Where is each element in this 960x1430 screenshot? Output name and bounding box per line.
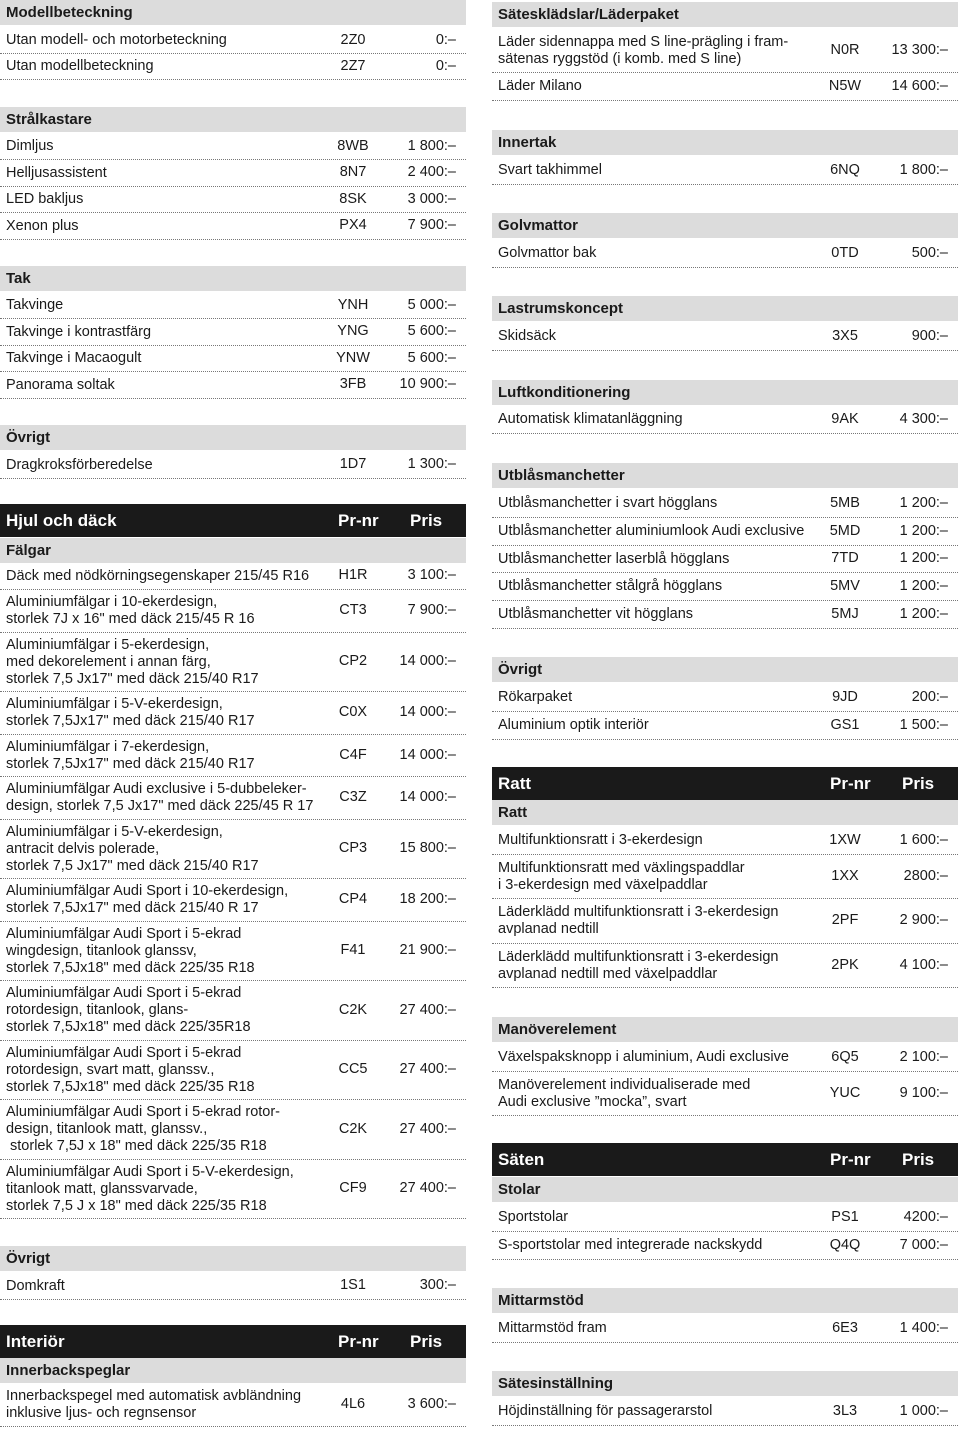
option-code: C3Z	[339, 789, 367, 805]
option-price: 4 300:–	[899, 411, 948, 427]
option-price: 27 400:–	[399, 1002, 456, 1018]
option-row	[0, 590, 466, 633]
section-header: Ratt	[492, 800, 958, 825]
option-row	[0, 293, 466, 319]
option-row	[0, 213, 466, 240]
option-row	[0, 981, 466, 1041]
option-code: 1S1	[340, 1277, 366, 1293]
option-price: 14 000:–	[399, 653, 456, 669]
option-description: Aluminiumfälgar Audi Sport i 5-ekrad rotordesign, svart matt, glanssv., storlek 7,5Jx18" med däck 225/35 R18	[6, 1045, 255, 1095]
option-price: 18 200:–	[399, 891, 456, 907]
option-code: 3FB	[339, 376, 367, 392]
option-description: Läderklädd multifunktionsratt i 3-ekerdesign avplanad nedtill	[498, 904, 779, 937]
option-description: Utblåsmanchetter i svart högglans	[498, 495, 718, 511]
category-band	[492, 1143, 958, 1176]
option-price: 1 200:–	[899, 523, 948, 539]
option-price: 14 000:–	[399, 747, 456, 763]
option-description: Innerbackspegel med automatisk avbländning inklusive ljus- och regnsensor	[6, 1388, 302, 1421]
option-price: 2 900:–	[899, 912, 948, 928]
option-description: Aluminiumfälgar i 5-ekerdesign, med dekorelement i annan färg, storlek 7,5 Jx17" med däck 215/40 R17	[6, 637, 259, 687]
option-row	[0, 735, 466, 777]
column-header-code: Pr-nr	[338, 1332, 379, 1351]
option-code: 3L3	[832, 1403, 858, 1419]
option-row	[0, 134, 466, 160]
option-row	[0, 563, 466, 590]
option-price: 1 500:–	[899, 717, 948, 733]
option-description: Utblåsmanchetter stålgrå högglans	[498, 578, 723, 594]
option-description: Panorama soltak	[6, 377, 115, 393]
option-description: Dragkroksförberedelse	[6, 457, 153, 473]
option-row	[492, 1204, 958, 1232]
option-description: Växelspaksknopp i aluminium, Audi exclusive	[498, 1049, 789, 1065]
option-price: 4 100:–	[899, 957, 948, 973]
section-header: Utblåsmanchetter	[492, 463, 958, 488]
section-header: Övrigt	[0, 1246, 466, 1271]
option-price: 0:–	[435, 32, 456, 48]
option-row	[492, 899, 958, 944]
section-header: Stolar	[492, 1177, 958, 1202]
option-row	[0, 1100, 466, 1160]
option-code: 5MJ	[831, 606, 859, 622]
option-description: Sportstolar	[498, 1209, 569, 1225]
option-row	[0, 820, 466, 879]
option-price: 1 200:–	[899, 495, 948, 511]
option-description: Aluminiumfälgar Audi Sport i 5-V-ekerdesign, titanlook matt, glanssvarvade, storlek 7,5 J x 18" med däck 225/35 R18	[6, 1164, 294, 1214]
option-description: Höjdinställning för passagerarstol	[498, 1403, 713, 1419]
option-description: Aluminiumfälgar Audi Sport i 5-ekrad rotordesign, titanlook, glans- storlek 7,5Jx18" med däck 225/35R18	[6, 985, 251, 1035]
option-row	[0, 1160, 466, 1219]
option-price: 5 600:–	[407, 323, 456, 339]
column-header-price: Pris	[410, 511, 443, 530]
option-code: 1XW	[829, 832, 861, 848]
option-row	[0, 452, 466, 479]
option-code: YUC	[829, 1085, 861, 1101]
option-row	[492, 712, 958, 740]
option-row	[0, 187, 466, 213]
option-price: 1 000:–	[899, 1403, 948, 1419]
option-price: 1 200:–	[899, 606, 948, 622]
option-price: 21 900:–	[399, 942, 456, 958]
option-code: F41	[340, 942, 366, 958]
category-title: Säten	[498, 1150, 545, 1169]
option-description: Multifunktionsratt i 3-ekerdesign	[498, 832, 703, 848]
category-band	[492, 767, 958, 800]
option-price: 5 000:–	[407, 297, 456, 313]
section-header: Övrigt	[0, 425, 466, 450]
option-description: Läder Milano	[498, 78, 582, 94]
option-description: Dimljus	[6, 138, 54, 154]
section-header: Modellbeteckning	[0, 0, 466, 25]
option-code: CP2	[338, 653, 368, 669]
option-price: 14 600:–	[891, 78, 948, 94]
option-row	[0, 28, 466, 54]
option-description: Utan modellbeteckning	[6, 58, 154, 74]
option-code: YNG	[337, 323, 369, 339]
option-code: 3X5	[832, 328, 858, 344]
option-price: 2800:–	[903, 868, 948, 884]
column-header-code: Pr-nr	[830, 1150, 871, 1169]
option-row	[492, 684, 958, 712]
option-description: Däck med nödkörningsegenskaper 215/45 R16	[6, 568, 310, 584]
category-band	[0, 1325, 466, 1358]
option-price: 0:–	[435, 58, 456, 74]
option-row	[0, 1384, 466, 1427]
option-price: 1 400:–	[899, 1320, 948, 1336]
option-price: 7 000:–	[899, 1237, 948, 1253]
option-code: 1D7	[339, 456, 367, 472]
option-code: 8SK	[339, 191, 367, 207]
option-row	[492, 490, 958, 518]
option-code: CP4	[338, 891, 368, 907]
option-row	[0, 1041, 466, 1100]
option-row	[492, 1315, 958, 1343]
option-description: Aluminium optik interiör	[498, 717, 649, 733]
option-description: Aluminiumfälgar Audi Sport i 10-ekerdesign, storlek 7,5Jx17" med däck 215/40 R 17	[6, 883, 289, 916]
column-header-code: Pr-nr	[830, 774, 871, 793]
option-row	[492, 323, 958, 351]
option-price: 3 600:–	[407, 1396, 456, 1412]
option-price: 15 800:–	[399, 840, 456, 856]
option-price: 2 400:–	[407, 164, 456, 180]
option-price: 500:–	[911, 245, 948, 261]
option-price: 1 800:–	[407, 138, 456, 154]
option-price: 13 300:–	[891, 42, 948, 58]
option-row	[492, 944, 958, 988]
section-header: Lastrumskoncept	[492, 296, 958, 321]
option-price: 27 400:–	[399, 1061, 456, 1077]
option-price: 27 400:–	[399, 1121, 456, 1137]
option-price: 9 100:–	[899, 1085, 948, 1101]
option-code: CC5	[338, 1061, 368, 1077]
option-price: 300:–	[419, 1277, 456, 1293]
option-code: N0R	[830, 42, 860, 58]
option-row	[492, 157, 958, 185]
option-row	[492, 1398, 958, 1426]
option-description: Mittarmstöd fram	[498, 1320, 607, 1336]
option-row	[492, 29, 958, 73]
option-price: 3 000:–	[407, 191, 456, 207]
option-row	[0, 777, 466, 820]
option-row	[492, 1232, 958, 1260]
option-description: Skidsäck	[498, 328, 557, 344]
option-description: Takvinge	[6, 297, 64, 313]
option-price: 1 300:–	[407, 456, 456, 472]
option-code: 8N7	[339, 164, 367, 180]
option-code: 2Z7	[340, 58, 366, 74]
option-code: 5MD	[829, 523, 861, 539]
option-description: Takvinge i kontrastfärg	[6, 324, 152, 340]
option-code: N5W	[828, 78, 862, 94]
section-header: Sätesklädslar/Läderpaket	[492, 2, 958, 27]
option-code: 7TD	[831, 550, 859, 566]
option-description: Aluminiumfälgar Audi Sport i 5-ekrad wingdesign, titanlook glanssv, storlek 7,5Jx18" med däck 225/35 R18	[6, 926, 255, 976]
section-header: Fälgar	[0, 538, 466, 563]
option-description: S-sportstolar med integrerade nackskydd	[498, 1237, 763, 1253]
option-row	[492, 1044, 958, 1072]
option-description: Automatisk klimatanläggning	[498, 411, 683, 427]
option-price: 3 100:–	[407, 567, 456, 583]
option-description: Utblåsmanchetter laserblå högglans	[498, 551, 730, 567]
section-header: Övrigt	[492, 657, 958, 682]
option-description: Rökarpaket	[498, 689, 573, 705]
column-header-price: Pris	[902, 1150, 935, 1169]
option-price: 1 600:–	[899, 832, 948, 848]
section-header: Sätesinställning	[492, 1371, 958, 1396]
option-code: 6E3	[832, 1320, 858, 1336]
option-code: 9AK	[831, 411, 859, 427]
option-code: 9JD	[832, 689, 858, 705]
option-description: Aluminiumfälgar Audi exclusive i 5-dubbeleker- design, storlek 7,5 Jx17" med däck 225/45 R 17	[6, 781, 314, 814]
option-price: 7 900:–	[407, 217, 456, 233]
section-header: Innerbackspeglar	[0, 1358, 466, 1383]
option-description: Xenon plus	[6, 218, 79, 234]
option-row	[492, 406, 958, 434]
option-code: CF9	[339, 1180, 367, 1196]
section-header: Manöverelement	[492, 1017, 958, 1042]
option-description: Utan modell- och motorbeteckning	[6, 32, 227, 48]
option-description: Aluminiumfälgar i 7-ekerdesign, storlek 7,5Jx17" med däck 215/40 R17	[6, 739, 255, 772]
option-code: C4F	[339, 747, 367, 763]
option-code: 6Q5	[831, 1049, 859, 1065]
option-description: Aluminiumfälgar i 5-V-ekerdesign, storlek 7,5Jx17" med däck 215/40 R17	[6, 696, 255, 729]
option-code: 4L6	[340, 1396, 366, 1412]
option-code: CP3	[338, 840, 368, 856]
option-code: 1XX	[831, 868, 859, 884]
option-price: 10 900:–	[399, 376, 456, 392]
option-row	[492, 573, 958, 601]
section-header: Mittarmstöd	[492, 1288, 958, 1313]
option-code: C2K	[338, 1002, 368, 1018]
option-row	[0, 922, 466, 981]
option-code: YNW	[336, 350, 370, 366]
option-code: YNH	[337, 297, 369, 313]
option-code: C2K	[338, 1121, 368, 1137]
option-price: 5 600:–	[407, 350, 456, 366]
option-code: 6NQ	[830, 162, 860, 178]
option-price: 2 100:–	[899, 1049, 948, 1065]
option-row	[0, 319, 466, 346]
option-row	[492, 546, 958, 573]
option-description: Aluminiumfälgar i 10-ekerdesign, storlek 7J x 16" med däck 215/45 R 16	[6, 594, 255, 627]
option-code: 0TD	[831, 245, 859, 261]
section-header: Innertak	[492, 130, 958, 155]
option-row	[492, 240, 958, 268]
category-title: Interiör	[6, 1332, 65, 1351]
option-description: Läderklädd multifunktionsratt i 3-ekerdesign avplanad nedtill med växelpaddlar	[498, 949, 779, 982]
option-row	[0, 633, 466, 692]
option-code: CT3	[339, 602, 367, 618]
section-header: Strålkastare	[0, 107, 466, 132]
category-band	[0, 504, 466, 537]
category-title: Hjul och däck	[6, 511, 117, 530]
section-header: Tak	[0, 266, 466, 291]
option-row	[492, 1072, 958, 1116]
option-price: 1 200:–	[899, 550, 948, 566]
option-row	[492, 73, 958, 101]
option-price: 14 000:–	[399, 704, 456, 720]
option-price: 1 200:–	[899, 578, 948, 594]
option-price: 14 000:–	[399, 789, 456, 805]
option-row	[492, 827, 958, 855]
option-row	[0, 160, 466, 187]
option-code: 8WB	[337, 138, 369, 154]
option-description: Takvinge i Macaogult	[6, 350, 142, 366]
option-price: 900:–	[911, 328, 948, 344]
option-description: Helljusassistent	[6, 165, 107, 181]
option-code: 2Z0	[340, 32, 366, 48]
option-description: LED bakljus	[6, 191, 84, 207]
option-code: 5MV	[830, 578, 860, 594]
option-description: Svart takhimmel	[498, 162, 602, 178]
option-row	[0, 1273, 466, 1300]
option-code: GS1	[830, 717, 860, 733]
option-description: Manöverelement individualiserade med Audi exclusive ”mocka”, svart	[498, 1077, 751, 1110]
section-header: Golvmattor	[492, 213, 958, 238]
option-description: Utblåsmanchetter vit högglans	[498, 606, 694, 622]
option-row	[492, 855, 958, 899]
option-description: Multifunktionsratt med växlingspaddlar i 3-ekerdesign med växelpaddlar	[498, 860, 745, 893]
option-row	[492, 601, 958, 629]
option-description: Golvmattor bak	[498, 245, 597, 261]
category-title: Ratt	[498, 774, 532, 793]
option-code: H1R	[338, 567, 368, 583]
option-code: 5MB	[830, 495, 860, 511]
option-row	[0, 692, 466, 735]
option-code: C0X	[338, 704, 368, 720]
column-header-price: Pris	[902, 774, 935, 793]
option-code: 2PF	[831, 912, 859, 928]
option-price: 7 900:–	[407, 602, 456, 618]
option-row	[0, 879, 466, 922]
option-price: 200:–	[911, 689, 948, 705]
option-row	[0, 346, 466, 372]
option-description: Domkraft	[6, 1278, 65, 1294]
option-description: Aluminiumfälgar i 5-V-ekerdesign, antracit delvis polerade, storlek 7,5 Jx17" med däck 215/40 R17	[6, 824, 259, 874]
column-header-code: Pr-nr	[338, 511, 379, 530]
option-code: 2PK	[831, 957, 859, 973]
option-row	[492, 518, 958, 546]
option-description: Aluminiumfälgar Audi Sport i 5-ekrad rotor- design, titanlook matt, glanssv., storlek 7,5J x 18" med däck 225/35 R18	[6, 1104, 281, 1154]
option-description: Läder sidennappa med S line-prägling i fram- sätenas ryggstöd (i komb. med S line)	[498, 34, 789, 67]
option-description: Utblåsmanchetter aluminiumlook Audi exclusive	[498, 523, 805, 539]
option-row	[0, 372, 466, 399]
option-price: 27 400:–	[399, 1180, 456, 1196]
option-price: 1 800:–	[899, 162, 948, 178]
option-price: 4200:–	[903, 1209, 948, 1225]
option-row	[0, 54, 466, 80]
option-code: Q4Q	[829, 1237, 861, 1253]
option-code: PS1	[831, 1209, 859, 1225]
column-header-price: Pris	[410, 1332, 443, 1351]
section-header: Luftkonditionering	[492, 380, 958, 405]
option-code: PX4	[339, 217, 367, 233]
